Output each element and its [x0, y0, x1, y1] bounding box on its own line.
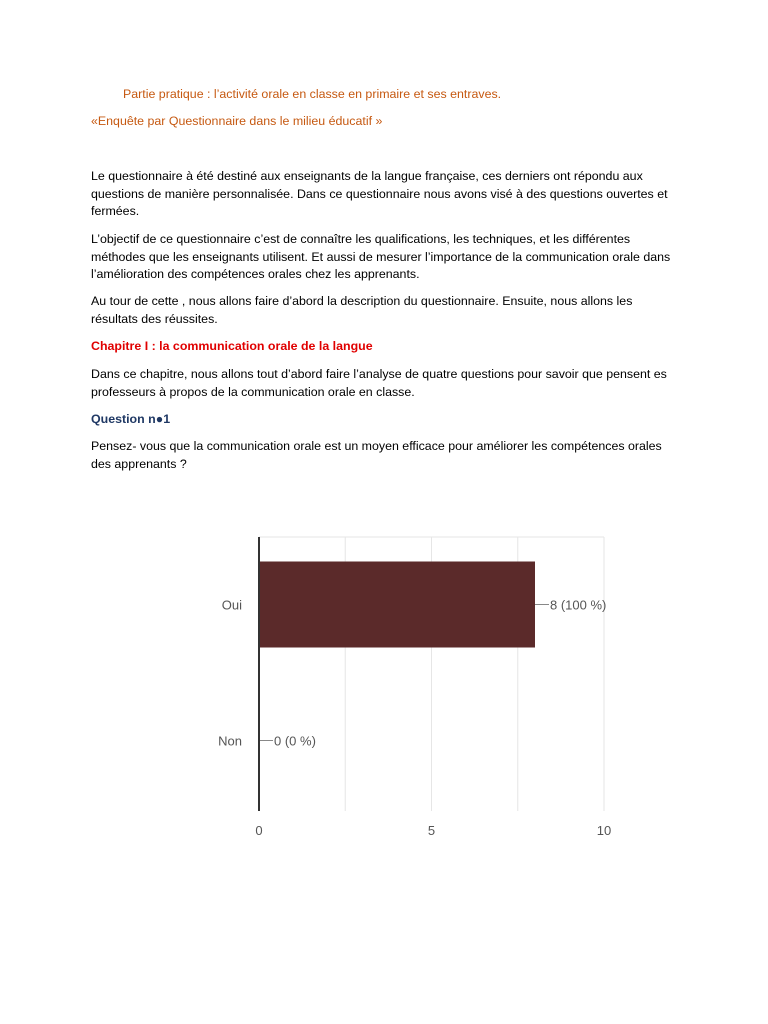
- question-text: Pensez- vous que la communication orale est un moyen efficace pour améliorer les compétences orales des apprenants ?: [91, 439, 662, 471]
- x-tick-label: 5: [427, 823, 436, 838]
- paragraph-plan: Au tour de cette , nous allons faire d’abord la description du questionnaire. Ensuite, nous allons les résultats des réussites.: [91, 294, 633, 326]
- data-label: 8 (100 %): [550, 597, 607, 613]
- x-tick-label: 10: [596, 823, 612, 838]
- document-subheading: «Enquête par Questionnaire dans le milieu éducatif »: [91, 114, 383, 128]
- paragraph-objective: L’objectif de ce questionnaire c’est de connaître les qualifications, les techniques, et les différentes méthodes que les enseignants utilisent. Et aussi de mesurer l’importance de la communication orale dans l’amélioration des compétences orales chez les apprenants.: [91, 232, 671, 282]
- question-title: Question n●1: [91, 412, 171, 426]
- data-label: 0 (0 %): [274, 733, 316, 749]
- paragraph-intro: Le questionnaire à été destiné aux enseignants de la langue française, ces derniers ont répondu aux questions de manière personnalisée. Dans ce questionnaire nous avons visé à des questions ouvertes et fermées.: [91, 169, 668, 219]
- bar-oui: [259, 562, 535, 648]
- document-heading: Partie pratique : l’activité orale en classe en primaire et ses entraves.: [123, 87, 502, 101]
- chapter-title: Chapitre I : la communication orale de la langue: [91, 339, 373, 353]
- x-tick-label: 0: [255, 823, 263, 838]
- chapter-intro: Dans ce chapitre, nous allons tout d’abord faire l’analyse de quatre questions pour savoir que pensent es professeurs à propos de la communication orale en classe.: [91, 367, 667, 399]
- category-label: Non: [218, 733, 242, 749]
- category-label: Oui: [221, 597, 242, 613]
